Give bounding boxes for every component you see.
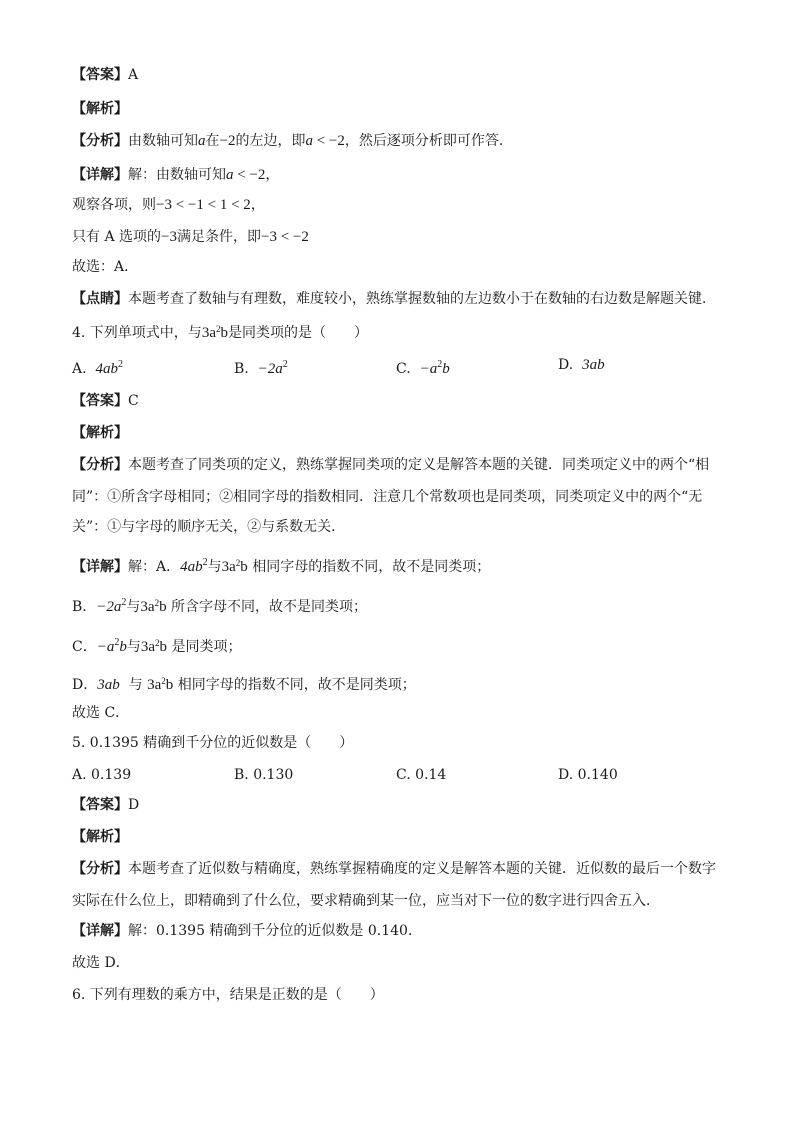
math-term: 3a xyxy=(201,325,216,341)
text: C． xyxy=(72,639,97,655)
answer-tag: 【答案】 xyxy=(72,797,128,813)
q6-stem: 6. 下列有理数的乘方中，结果是正数的是（ ） xyxy=(72,987,384,1003)
math-exp: 2 xyxy=(114,637,120,648)
q4-option-c xyxy=(396,356,450,378)
math-term: 3a xyxy=(140,599,155,615)
q5-option-b xyxy=(234,766,293,784)
text: 本题考查了数轴与有理数，难度较小，熟练掌握数轴的左边数小于在数轴的右边数是解题关键． xyxy=(128,291,716,307)
math-num: −2 xyxy=(219,133,236,149)
q5-fenxi-line1 xyxy=(72,860,716,878)
q4-xiangjie-d xyxy=(72,672,416,694)
q5-fenxi-line2: 实际在什么位上，即精确到了什么位，要求精确到某一位，应当对下一位的数字进行四舍五入． xyxy=(72,893,660,909)
math-term: 3a xyxy=(140,639,156,655)
math-exp: 2 xyxy=(155,638,160,648)
option-label: C. xyxy=(396,361,411,377)
fenxi-tag: 【分析】 xyxy=(72,457,128,473)
q3-analysis-label: 【解析】 xyxy=(72,101,128,117)
text: 4. 下列单项式中，与 xyxy=(72,325,202,341)
option-label: D. xyxy=(558,357,574,373)
math-term: 3ab xyxy=(582,357,605,373)
q4-stem xyxy=(72,320,368,342)
answer-value: A xyxy=(128,67,139,83)
text: 相同字母的指数不同，故不是同类项； xyxy=(177,677,416,693)
xiangjie-tag: 【详解】 xyxy=(72,923,128,939)
math-num: −3 xyxy=(161,229,177,245)
option-label: D. xyxy=(558,767,574,783)
q5-option-c xyxy=(396,766,446,784)
math-exp: 2 xyxy=(154,598,160,608)
text: 解：A． xyxy=(128,559,181,575)
math-term: 4ab xyxy=(180,559,203,575)
q5-conclusion: 故选 D． xyxy=(72,955,130,971)
math-var: a xyxy=(226,167,234,183)
math-exp: 2 xyxy=(121,597,127,608)
option-value: 0.14 xyxy=(415,767,447,783)
q5-option-d xyxy=(558,766,618,784)
q3-answer xyxy=(72,66,138,84)
q3-observe xyxy=(72,196,265,214)
math-term: b xyxy=(159,599,167,615)
q4-fenxi-line3: 关”：①与字母的顺序无关，②与系数无关． xyxy=(72,519,346,535)
math-term: b xyxy=(240,559,248,575)
q3-dianjing xyxy=(72,290,716,308)
option-label: A. xyxy=(72,361,87,377)
text: ， xyxy=(250,197,265,213)
q5-option-a xyxy=(72,766,131,784)
math-term: 3a xyxy=(221,559,236,575)
text: ， xyxy=(265,167,280,183)
math-exp: 2 xyxy=(215,324,221,334)
text: 只有 A 选项的 xyxy=(72,229,162,245)
math-ineq: < −2 xyxy=(312,133,345,149)
option-value: 0.130 xyxy=(253,767,294,783)
text: ，然后逐项分析即可作答． xyxy=(344,133,513,149)
text: 相同字母的指数不同，故不是同类项； xyxy=(252,559,491,575)
math-term: b xyxy=(442,361,450,377)
q4-option-a xyxy=(72,356,123,378)
option-value: 0.140 xyxy=(577,767,618,783)
text: 解：由数轴可知 xyxy=(128,167,226,183)
answer-value: C xyxy=(128,393,139,409)
dianjing-tag: 【点睛】 xyxy=(72,291,128,307)
q4-answer xyxy=(72,392,139,410)
q3-conclusion: 故选：A． xyxy=(72,259,139,275)
q4-conclusion: 故选 C． xyxy=(72,705,130,721)
text: 本题考查了同类项的定义，熟练掌握同类项的定义是解答本题的关键．同类项定义中的两个“相 xyxy=(128,457,710,473)
q4-fenxi-line2: 同”：①所含字母相同；②相同字母的指数相同．注意几个常数项也是同类项，同类项定义中的两个“无 xyxy=(72,489,703,505)
math-exp: 2 xyxy=(282,359,288,370)
text: B． xyxy=(72,599,97,615)
fenxi-tag: 【分析】 xyxy=(72,861,128,877)
option-label: A. xyxy=(72,767,87,783)
q4-fenxi-line1 xyxy=(72,456,709,474)
math-term: −a xyxy=(96,639,115,655)
xiangjie-tag: 【详解】 xyxy=(72,167,128,183)
q3-only xyxy=(72,228,309,246)
math-term: −2a xyxy=(96,599,122,615)
text: 在 xyxy=(205,133,220,149)
math-var: a xyxy=(305,133,313,149)
math-term: 4ab xyxy=(95,361,118,377)
text: D． xyxy=(72,677,98,693)
math-ineq: −3 < −2 xyxy=(260,229,309,245)
q4-xiangjie-b xyxy=(72,594,367,616)
answer-tag: 【答案】 xyxy=(72,393,128,409)
text: 与 xyxy=(126,599,141,615)
text: 的左边，即 xyxy=(235,133,306,149)
text: 与 xyxy=(128,677,143,693)
text: 是同类项的是（ ） xyxy=(227,325,368,341)
q5-answer xyxy=(72,796,139,814)
math-term: b xyxy=(220,325,228,341)
q5-xiangjie xyxy=(72,922,422,940)
answer-tag: 【答案】 xyxy=(72,67,128,83)
q4-xiangjie-a xyxy=(72,554,490,576)
q5-analysis-label: 【解析】 xyxy=(72,829,128,845)
math-var: a xyxy=(198,133,206,149)
option-label: C. xyxy=(396,767,411,783)
math-term: −a xyxy=(419,361,438,377)
math-term: b xyxy=(165,677,174,693)
text: 由数轴可知 xyxy=(128,133,198,149)
q3-fenxi xyxy=(72,132,513,150)
math-exp: 2 xyxy=(235,558,241,568)
q4-xiangjie-c xyxy=(72,634,241,656)
text: 与 xyxy=(207,559,222,575)
option-label: B. xyxy=(234,767,249,783)
q4-option-b xyxy=(234,356,288,378)
option-label: B. xyxy=(234,361,249,377)
math-ineq: −3 < −1 < 1 < 2 xyxy=(156,197,251,213)
text: 观察各项，则 xyxy=(72,197,156,213)
option-value: 0.139 xyxy=(91,767,132,783)
math-term: b xyxy=(119,639,127,655)
math-exp: 2 xyxy=(117,359,123,370)
math-term: b xyxy=(159,639,168,655)
math-exp: 2 xyxy=(161,676,166,686)
q4-option-d xyxy=(558,356,605,374)
q4-analysis-label: 【解析】 xyxy=(72,425,128,441)
text: 与 xyxy=(126,639,141,655)
math-exp: 2 xyxy=(202,557,208,568)
q5-stem: 5. 0.1395 精确到千分位的近似数是（ ） xyxy=(72,735,354,751)
answer-value: D xyxy=(128,797,140,813)
text: 解：0.1395 精确到千分位的近似数是 0.140． xyxy=(128,923,422,939)
xiangjie-tag: 【详解】 xyxy=(72,559,128,575)
math-term: 3a xyxy=(147,677,162,693)
math-exp: 2 xyxy=(437,359,443,370)
text: 本题考查了近似数与精确度，熟练掌握精确度的定义是解答本题的关键．近似数的最后一个数字 xyxy=(128,861,716,877)
text: 满足条件，即 xyxy=(176,229,261,245)
math-term: −2a xyxy=(257,361,283,377)
text: 是同类项； xyxy=(171,639,242,655)
q3-xiangjie xyxy=(72,166,279,184)
math-ineq: < −2 xyxy=(233,167,266,183)
text: 所含字母不同，故不是同类项； xyxy=(171,599,368,615)
fenxi-tag: 【分析】 xyxy=(72,133,128,149)
math-term: 3ab xyxy=(97,677,120,693)
